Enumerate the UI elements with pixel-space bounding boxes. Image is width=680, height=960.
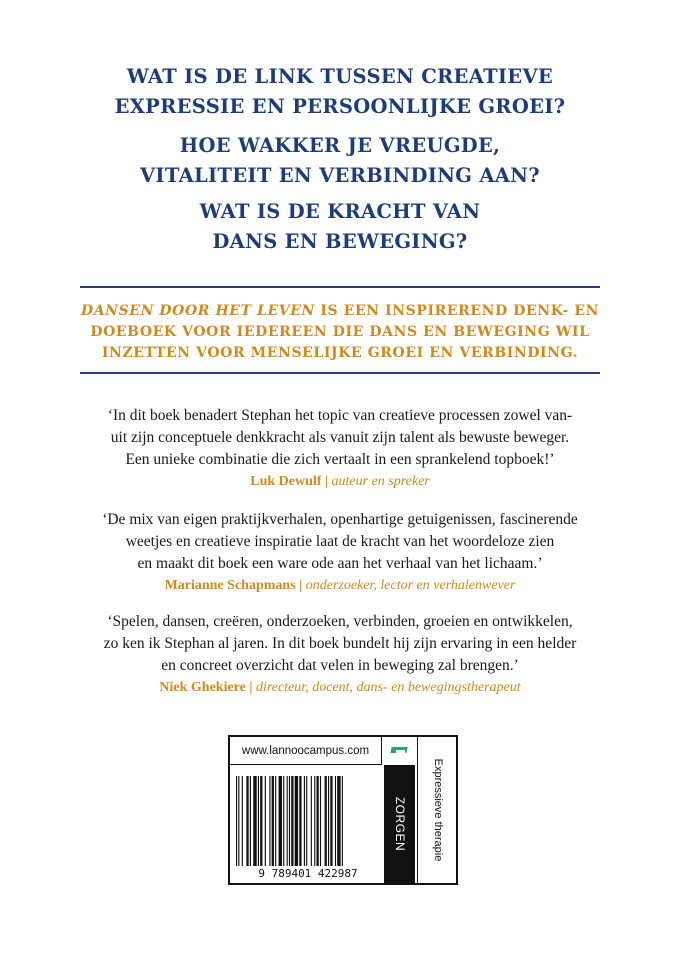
flag-stripe [396,750,405,753]
barcode-bar [314,776,315,866]
barcode-bar [330,776,332,866]
question-1-line-1: WAT IS DE LINK TUSSEN CREATIEVE [126,65,554,88]
question-1 [0,62,680,122]
question-1-line-2: EXPRESSIE EN PERSOONLIJKE GROEI? [114,95,566,118]
barcode-bar [291,776,293,866]
endorsement-2-attribution [0,575,680,597]
attribution-separator: | [295,578,306,593]
publisher-url: www.lannoocampus.com [230,737,382,765]
endorsement-2-line-3: en maakt dit boek een ware ode aan het verhaal van het lichaam.’ [137,555,543,572]
endorsement-1-line-3: Een unieke combinatie die zich vertaalt in een sprankelend topboek!’ [125,451,555,468]
barcode-bar [279,776,282,866]
category-text: ZORGEN [392,796,407,852]
barcode-bar [275,776,276,866]
barcode-bar [311,776,312,866]
endorsement-1-attribution [0,471,680,493]
blurb-line-2: DOEBOEK VOOR IEDEREEN DIE DANS EN BEWEGING WIL [90,324,590,340]
endorsement-3-line-2: zo ken ik Stephan al jaren. In dit boek bundelt hij zijn ervaring in een helder [103,635,577,652]
isbn-digits: 9 789401 422987 [258,867,358,880]
barcode-bar [304,776,305,866]
endorsement-1-line-2: uit zijn conceptuele denkkracht als vanuit zijn talent als bewuste beweger. [110,429,570,446]
subcategory-text: Expressieve therapie [431,758,444,862]
endorsement-2 [0,509,680,597]
book-title: DANSEN DOOR HET LEVEN [80,303,315,319]
barcode-bar [299,776,301,866]
endorsement-3 [0,611,680,699]
endorsement-1-line-1: ‘In dit boek benadert Stephan het topic van creatieve processen zowel van- [107,407,573,424]
blurb-line-1 [0,301,680,322]
barcode-bar [269,776,270,866]
barcode-bar [317,776,319,866]
question-3-line-1: WAT IS DE KRACHT VAN [199,200,481,223]
category-label [384,765,415,883]
endorsement-1 [0,405,680,493]
barcode-bar [258,776,259,866]
blurb-line-3: INZETTEN VOOR MENSELIJKE GROEI EN VERBINDING. [101,345,579,361]
barcode-bar [238,776,239,866]
endorser-name: Niek Ghekiere [159,680,246,695]
endorsement-2-line-2: weetjes en creatieve inspiratie laat de kracht van het woordeloze zien [125,533,555,550]
question-2-line-1: HOE WAKKER JE VREUGDE, [179,134,501,157]
divider-top [80,286,600,288]
barcode-bar [337,776,340,866]
endorsement-3-line-1: ‘Spelen, dansen, creëren, onderzoeken, verbinden, groeien en ontwikkelen, [107,613,573,630]
barcode-bar [306,776,307,866]
divider-bottom [80,372,600,374]
attribution-separator: | [245,680,256,695]
barcode-bar [260,776,262,866]
endorser-name: Marianne Schapmans [164,578,296,593]
barcode-bar [272,776,274,866]
endorsement-2-line-1: ‘De mix van eigen praktijkverhalen, openhartige getuigenissen, fascinerende [102,511,578,528]
barcode-bar [265,776,266,866]
barcode-bar [236,776,237,866]
barcode-block [228,735,458,885]
barcode-bar [246,776,248,866]
barcode-bar [335,776,336,866]
question-3-line-2: DANS EN BEWEGING? [212,230,468,253]
barcode-bar [287,776,288,866]
blurb-line-1-rest: IS EEN INSPIREREND DENK- EN [314,303,600,319]
endorser-role: directeur, docent, dans- en bewegingstherapeut [255,680,521,695]
barcode-bar [253,776,256,866]
book-blurb [0,301,680,364]
endorser-role: auteur en spreker [331,474,430,489]
barcode-bar [328,776,329,866]
barcode-bar [320,776,321,866]
attribution-separator: | [321,474,332,489]
question-2-line-2: VITALITEIT EN VERBINDING AAN? [139,164,541,187]
barcode-bar [325,776,327,866]
barcode-bar [342,776,343,866]
barcode-bar [289,776,290,866]
endorser-name: Luk Dewulf [250,474,322,489]
barcode-bar [295,776,298,866]
barcode-bar [283,776,284,866]
endorsement-3-attribution [0,677,680,699]
barcode-bar [250,776,251,866]
question-2 [0,131,680,191]
barcode-bars [236,776,384,866]
subcategory-label [417,737,457,883]
endorsement-3-line-3: en concreet overzicht dat velen in beweging zal brengen.’ [161,657,519,674]
barcode-bar [242,776,243,866]
question-3 [0,197,680,257]
endorser-role: onderzoeker, lector en verhalenwever [305,578,516,593]
